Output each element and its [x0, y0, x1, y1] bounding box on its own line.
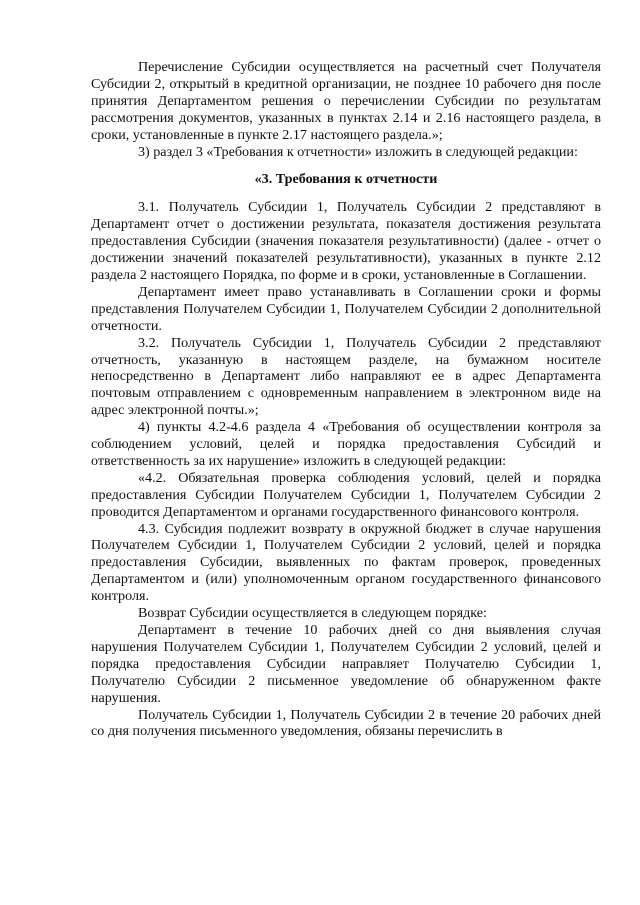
paragraph-4-3: 4.3. Субсидия подлежит возврату в окружной бюджет в случае нарушения Получателем Субсидии 1, Получателем Субсидии 2 условий, целей и порядка предоставления Субсидии, выявленных по фактам проверок, проведенных Департаментом и (или) уполномоченным органом государственного финансового контроля.: [91, 520, 601, 605]
paragraph-additional-reporting: Департамент имеет право устанавливать в Соглашении сроки и формы представления Получателем Субсидии 1, Получателем Субсидии 2 дополнительной отчетности.: [91, 283, 601, 334]
paragraph-recipient-obligation: Получатель Субсидии 1, Получатель Субсидии 2 в течение 20 рабочих дней со дня получения письменного уведомления, обязаны перечислить в: [91, 706, 601, 740]
paragraph-3-1: 3.1. Получатель Субсидии 1, Получатель Субсидии 2 представляют в Департамент отчет о достижении результата, показателя достижения результата предоставления Субсидии (значения показателя результативности) (далее - отчет о достижении значений показателей результативности), указанных в пункте 2.12 раздела 2 настоящего Порядка, по форме и в сроки, установленные в Соглашении.: [91, 199, 601, 283]
paragraph-section-4-amendment: 4) пункты 4.2-4.6 раздела 4 «Требования об осуществлении контроля за соблюдением условий, целей и порядка предоставления Субсидий и ответственность за их нарушение» изложить в следующей редакции:: [91, 419, 601, 469]
paragraph-section-3-amendment: 3) раздел 3 «Требования к отчетности» изложить в следующей редакции:: [138, 143, 578, 160]
document-body: [91, 59, 601, 740]
paragraph-transfer-terms: Перечисление Субсидии осуществляется на расчетный счет Получателя Субсидии 2, открытый в кредитной организации, не позднее 10 рабочего дня после принятия Департаментом решения о перечислении Субсидии по результатам рассмотрения документов, указанных в пунктах 2.14 и 2.16 настоящего раздела, в сроки, установленные в пункте 2.17 настоящего раздела.»;: [91, 59, 601, 143]
paragraph-refund-order: Возврат Субсидии осуществляется в следующем порядке:: [138, 605, 487, 622]
section-heading-reporting: «3. Требования к отчетности: [254, 171, 438, 188]
paragraph-3-2: 3.2. Получатель Субсидии 1, Получатель Субсидии 2 представляют отчетность, указанную в настоящем разделе, на бумажном носителе непосредственно в Департамент либо направляют ее в адрес Департамента почтовым отправлением с одновременным направлением в электронном виде на адрес электронной почты.»;: [91, 334, 601, 419]
paragraph-4-2: «4.2. Обязательная проверка соблюдения условий, целей и порядка предоставления Субсидии Получателем Субсидии 1, Получателем Субсидии 2 проводится Департаментом и органами государственного финансового контроля.: [91, 469, 601, 520]
paragraph-department-notice: Департамент в течение 10 рабочих дней со дня выявления случая нарушения Получателем Субсидии 1, Получателем Субсидии 2 условий, целей и порядка предоставления Субсидии направляет Получателю Субсидии 1, Получателю Субсидии 2 письменное уведомление об обнаруженном факте нарушения.: [91, 622, 601, 706]
